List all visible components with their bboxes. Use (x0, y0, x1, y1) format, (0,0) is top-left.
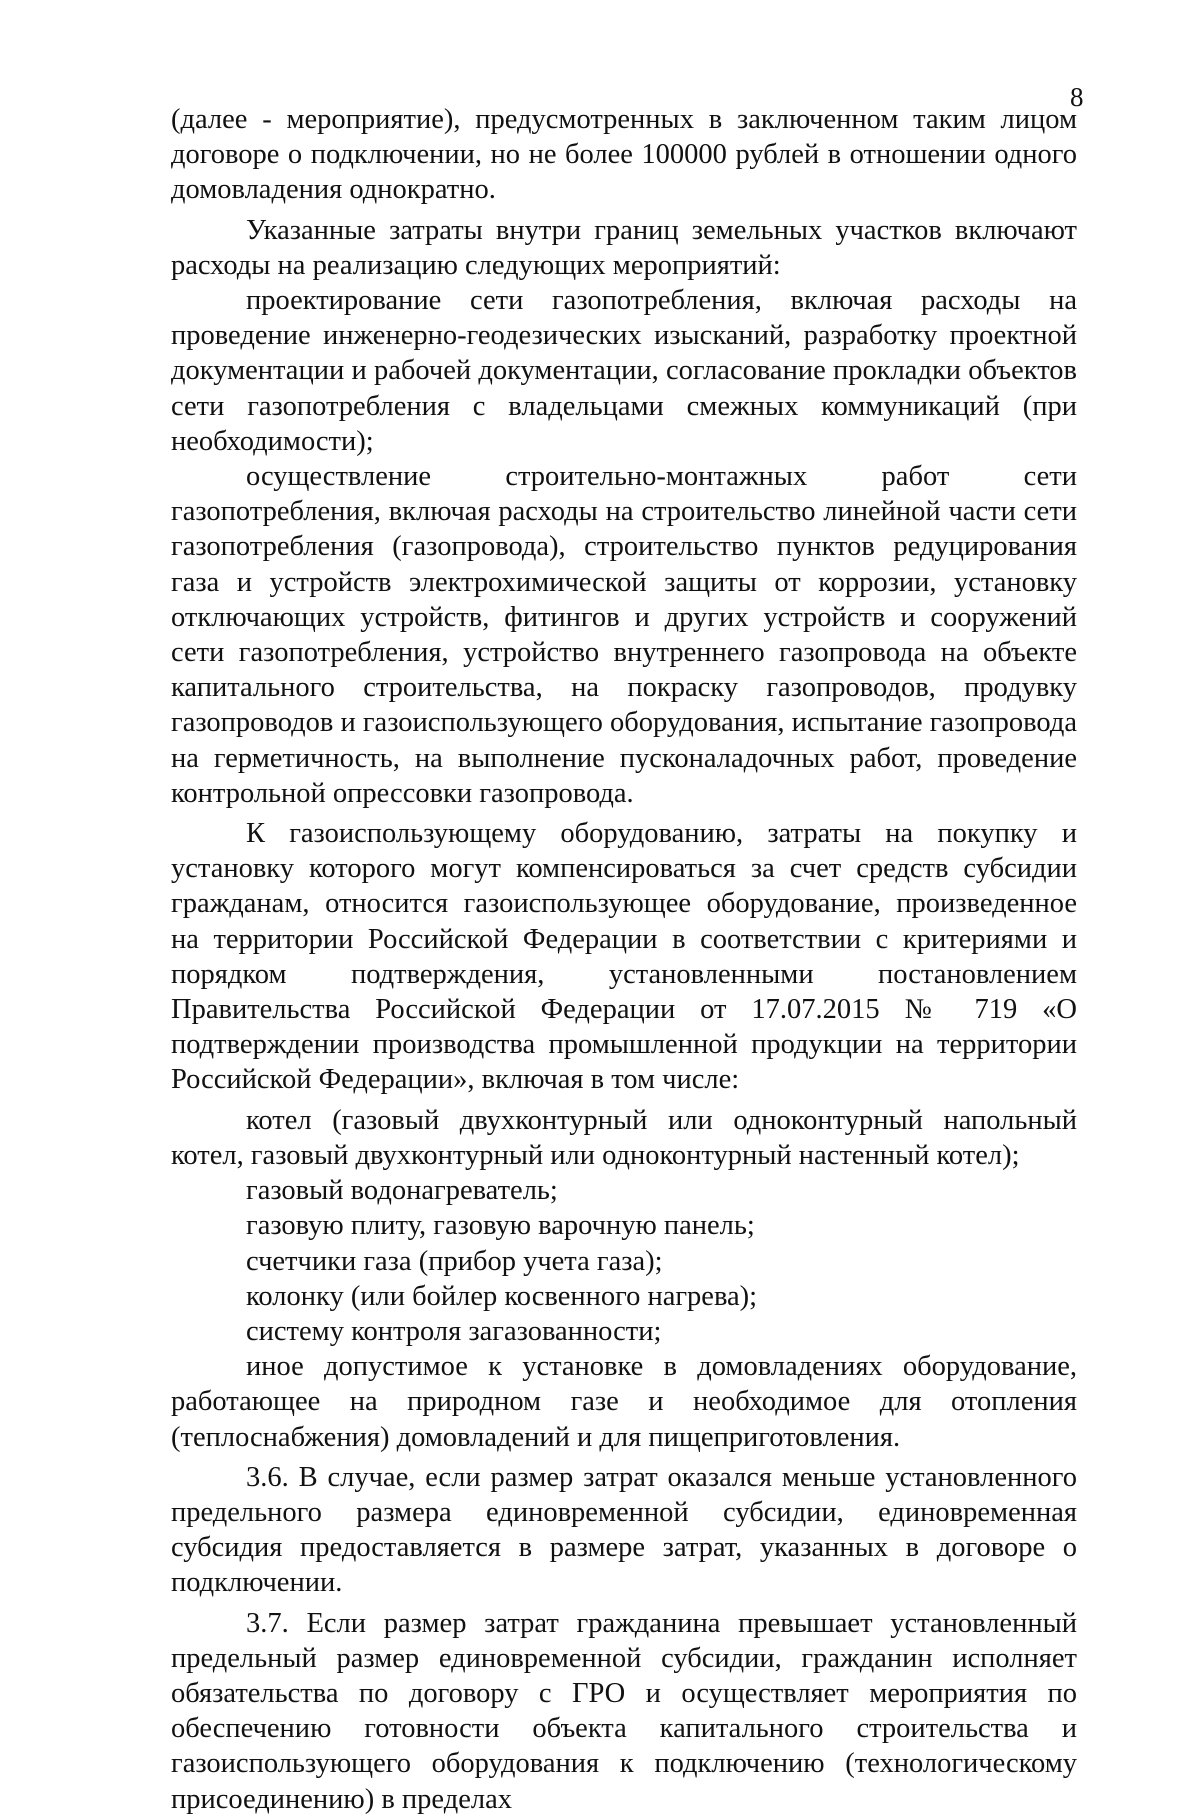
paragraph-equipment-intro: К газоиспользующему оборудованию, затраты на покупку и установку которого могут компенсироваться за счет средств субсидии гражданам, относится газоиспользующее оборудование, произведенное на территории Российской Федерации в соответствии с критериями и порядком подтверждения, установленными постановлением Правительства Российской Федерации от 17.07.2015 № 719 «О подтверждении производства промышленной продукции на территории Российской Федерации», включая в том числе: (171, 818, 1077, 1096)
list-item-design: проектирование сети газопотребления, включая расходы на проведение инженерно-геодезических изысканий, разработку проектной документации и рабочей документации, согласование прокладки объектов сети газопотребления с владельцами смежных коммуникаций (при необходимости); (171, 285, 1077, 457)
page-number: 8 (1070, 82, 1084, 112)
list-item-water-heater: газовый водонагреватель; (246, 1175, 558, 1207)
paragraph-continuation: (далее - мероприятие), предусмотренных в заключенном таким лицом договоре о подключении, но не более 100000 рублей в отношении одного домовладения однократно. (171, 104, 1077, 206)
list-item-other-equipment: иное допустимое к установке в домовладениях оборудование, работающее на природном газе и необходимое для отопления (теплоснабжения) домовладений и для пищеприготовления. (171, 1351, 1077, 1453)
list-item-boiler: котел (газовый двухконтурный или одноконтурный напольный котел, газовый двухконтурный или одноконтурный настенный котел); (171, 1104, 1077, 1171)
document-body (171, 102, 1077, 1817)
list-item-column: колонку (или бойлер косвенного нагрева); (246, 1280, 758, 1312)
list-item-gas-meters: счетчики газа (прибор учета газа); (246, 1245, 663, 1277)
list-item-construction: осуществление строительно-монтажных работ сети газопотребления, включая расходы на строительство линейной части сети газопотребления (газопровода), строительство пунктов редуцирования газа и устройств электрохимической защиты от коррозии, установку отключающих устройств, фитингов и других устройств и сооружений сети газопотребления, устройство внутреннего газопровода на объекте капитального строительства, на покраску газопроводов, продувку газопроводов и газоиспользующего оборудования, испытание газопровода на герметичность, на выполнение пусконаладочных работ, проведение контрольной опрессовки газопровода. (171, 461, 1077, 809)
clause-3-7: 3.7. Если размер затрат гражданина превышает установленный предельный размер единовременной субсидии, гражданин исполняет обязательства по договору с ГРО и осуществляет мероприятия по обеспечению готовности объекта капитального строительства и газоиспользующего оборудования к подключению (технологическому присоединению) в пределах (171, 1607, 1077, 1815)
clause-3-6: 3.6. В случае, если размер затрат оказался меньше установленного предельного размера единовременной субсидии, единовременная субсидия предоставляется в размере затрат, указанных в договоре о подключении. (171, 1461, 1077, 1599)
list-item-stove: газовую плиту, газовую варочную панель; (246, 1210, 755, 1242)
paragraph-costs-intro: Указанные затраты внутри границ земельных участков включают расходы на реализацию следующих мероприятий: (171, 214, 1077, 281)
list-item-gas-control: систему контроля загазованности; (246, 1315, 662, 1347)
